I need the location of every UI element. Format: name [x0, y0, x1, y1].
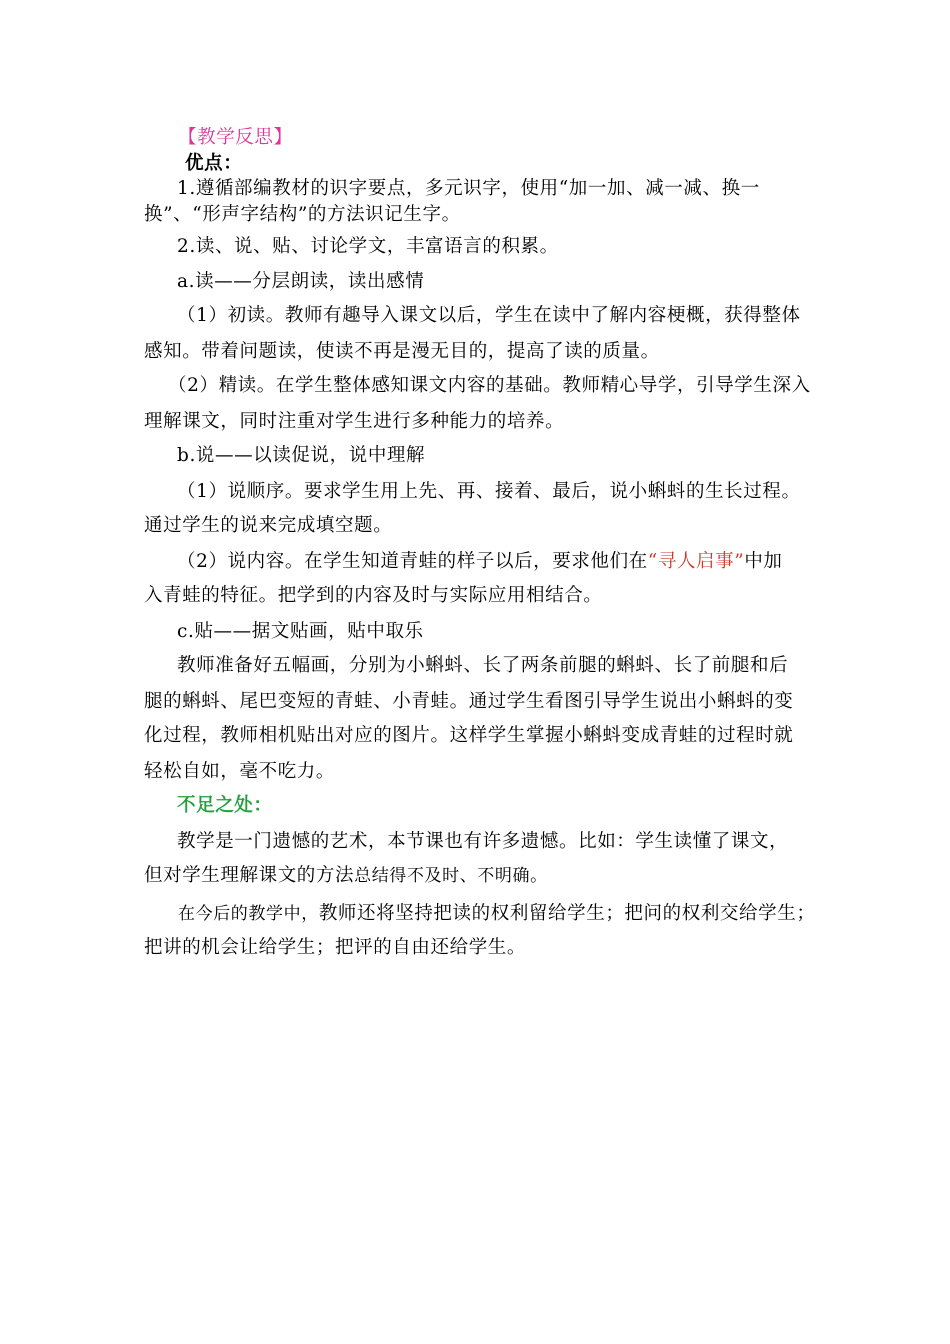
shortcomings-heading: 不足之处： [177, 795, 273, 816]
paragraph-line: 理解课文，同时注重对学生进行多种能力的培养。 [144, 411, 565, 432]
paragraph-line: （1）说顺序。要求学生用上先、再、接着、最后，说小蝌蚪的生长过程。 [177, 481, 801, 502]
paragraph-line: 腿的蝌蚪、尾巴变短的青蛙、小青蛙。通过学生看图引导学生说出小蝌蚪的变 [144, 691, 794, 712]
paragraph-line: 换”、“形声字结构”的方法识记生字。 [144, 204, 461, 225]
text-span: 教师还将坚持把读的权利留给学生；把问的权利交给学生； [318, 903, 816, 924]
paragraph-line: 把讲的机会让给学生；把评的自由还给学生。 [144, 937, 527, 958]
section-title: 【教学反思】 [178, 127, 293, 148]
subsection-title: b.说——以读促说，说中理解 [177, 445, 426, 466]
paragraph-line [178, 902, 815, 926]
subsection-title: a.读——分层朗读，读出感情 [177, 271, 425, 292]
paragraph-line: 2.读、说、贴、讨论学文，丰富语言的积累。 [177, 236, 559, 257]
text-span: 但对学生理解课文的方法 [144, 865, 355, 886]
advantages-heading: 优点： [185, 153, 243, 174]
paragraph-line: 轻松自如，毫不吃力。 [144, 761, 336, 782]
quoted-notice: “寻人启事” [647, 551, 745, 572]
paragraph-line [144, 864, 548, 888]
text-span: （2）说内容。在学生知道青蛙的样子以后，要求他们在 [177, 551, 648, 572]
paragraph-line: 教师准备好五幅画，分别为小蝌蚪、长了两条前腿的蝌蚪、长了前腿和后 [177, 655, 789, 676]
text-span: 总结得不及时、不明确。 [354, 866, 548, 886]
text-span: 中加 [744, 551, 783, 572]
paragraph-line: （2）精读。在学生整体感知课文内容的基础。教师精心导学，引导学生深入 [168, 375, 811, 396]
paragraph-line: 教学是一门遗憾的艺术，本节课也有许多遗憾。比如：学生读懂了课文， [177, 831, 789, 852]
paragraph-line: 化过程，教师相机贴出对应的图片。这样学生掌握小蝌蚪变成青蛙的过程时就 [144, 725, 794, 746]
paragraph-line: 感知。带着问题读，使读不再是漫无目的，提高了读的质量。 [144, 341, 660, 362]
text-span: 在今后的教学中， [178, 904, 319, 924]
paragraph-line: 入青蛙的特征。把学到的内容及时与实际应用相结合。 [144, 585, 603, 606]
paragraph-line: 通过学生的说来完成填空题。 [144, 515, 393, 536]
paragraph-line [177, 550, 783, 574]
paragraph-line: 1.遵循部编教材的识字要点，多元识字，使用“加一加、减一减、换一 [177, 178, 760, 199]
subsection-title: c.贴——据文贴画，贴中取乐 [177, 621, 424, 642]
paragraph-line: （1）初读。教师有趣导入课文以后，学生在读中了解内容梗概，获得整体 [177, 305, 801, 326]
